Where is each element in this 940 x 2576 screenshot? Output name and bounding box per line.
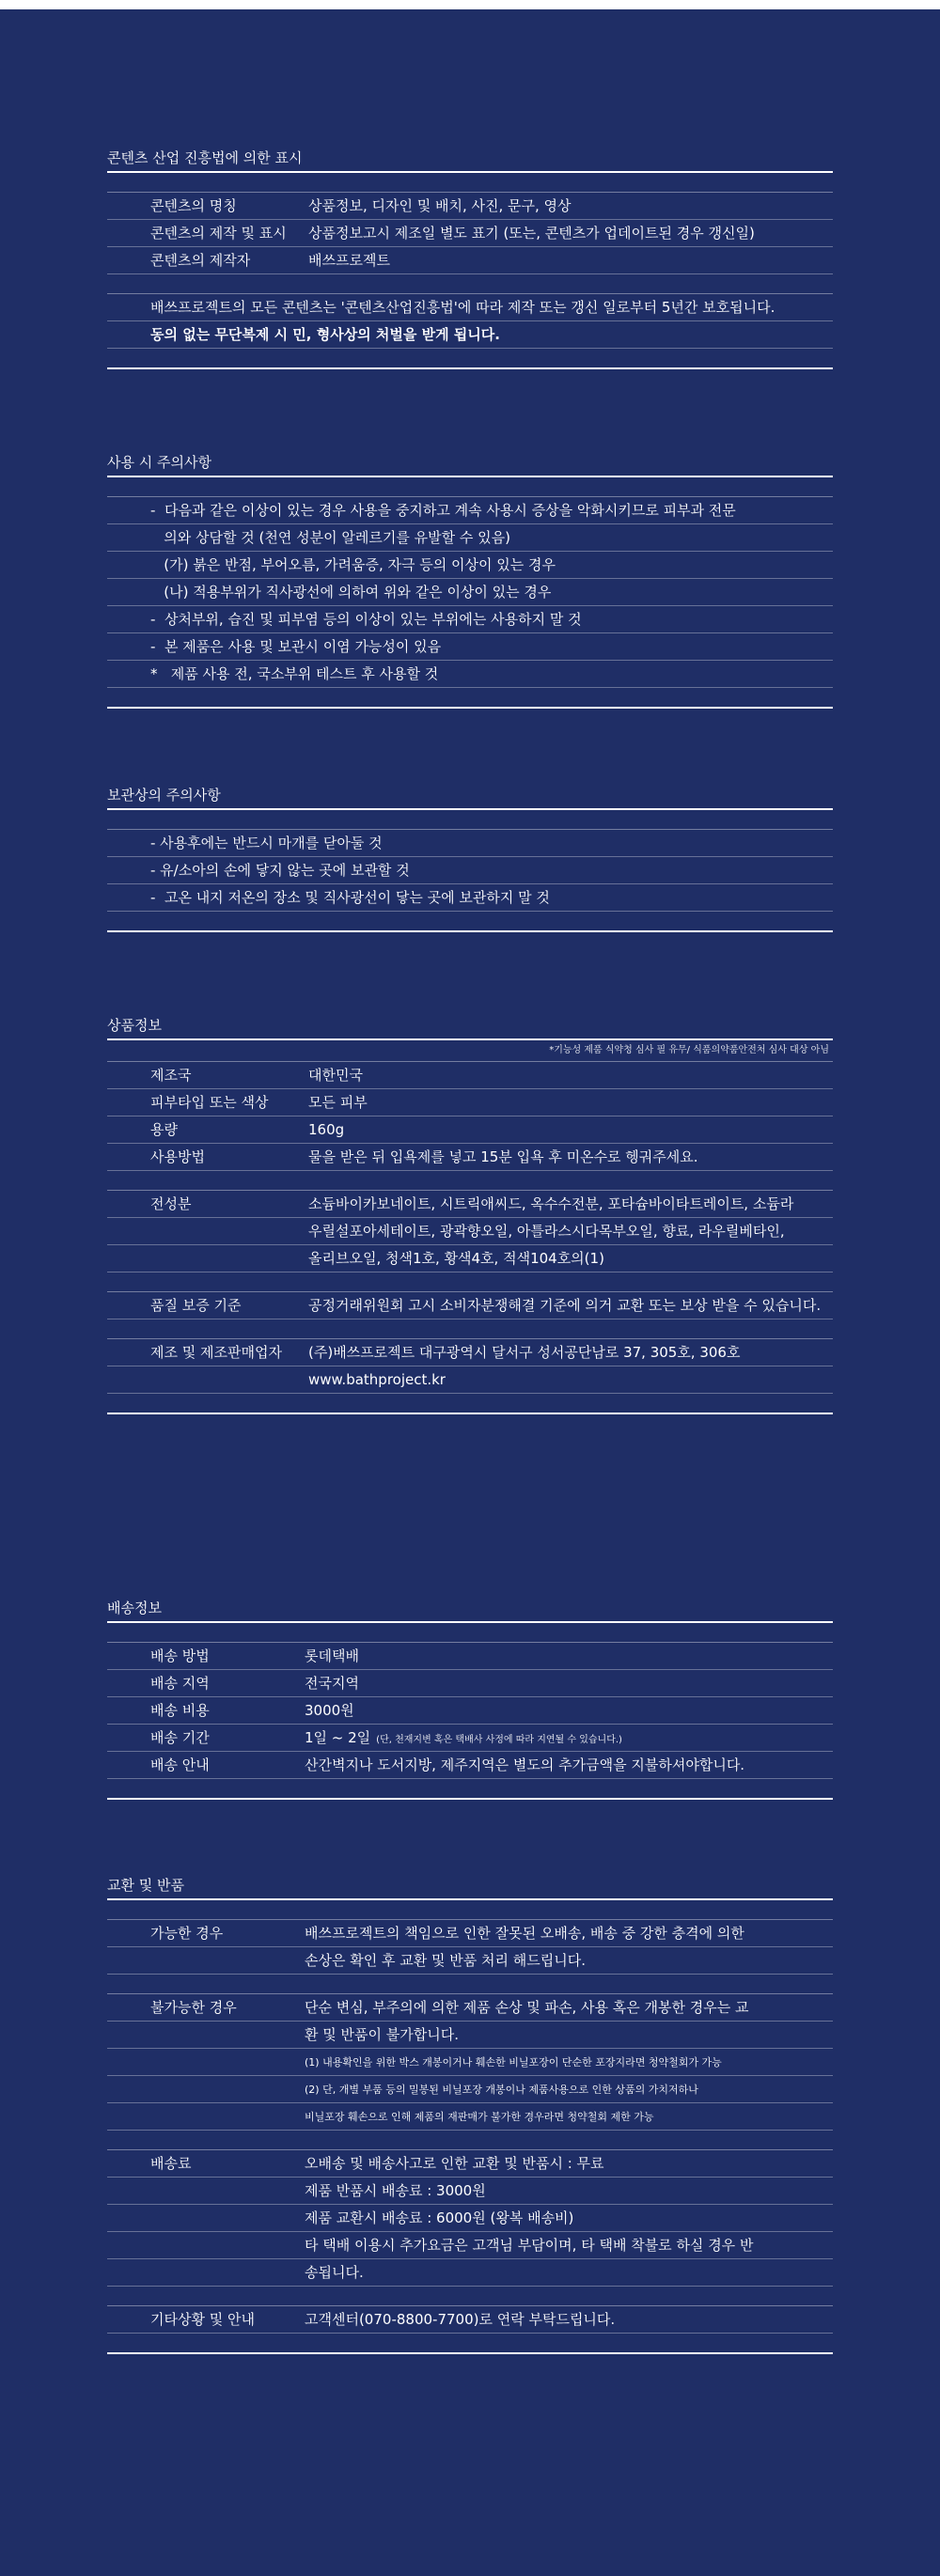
storage-section: [107, 782, 833, 932]
storage-line: - 사용후에는 반드시 마개를 닫아둘 것: [107, 830, 833, 857]
info-row: 제조 및 제조판매업자 (주)배쓰프로젝트 대구광역시 달서구 성서공단남로 37, 305호, 306호: [107, 1339, 833, 1366]
caution-line: - 다음과 같은 이상이 있는 경우 사용을 중지하고 계속 사용시 증상을 악화시키므로 피부과 전문: [107, 497, 833, 524]
caution-line: - 상처부위, 습진 및 피부염 등의 이상이 있는 부위에는 사용하지 말 것: [107, 606, 833, 633]
info-row: 배송료 오배송 및 배송사고로 인한 교환 및 반품시 : 무료: [107, 2150, 833, 2178]
website-link[interactable]: www.bathproject.kr: [308, 1371, 446, 1388]
info-row: 배송 비용 3000원: [107, 1697, 833, 1725]
info-row: 제품 반품시 배송료 : 3000원: [107, 2178, 833, 2205]
warning-text: 동의 없는 무단복제 시 민, 형사상의 처벌을 받게 됩니다.: [107, 321, 833, 349]
section-title: 콘텐츠 산업 진흥법에 의한 표시: [107, 149, 303, 166]
info-row: 품질 보증 기준 공정거래위원회 고시 소비자분쟁해결 기준에 의거 교환 또는 보상 받을 수 있습니다.: [107, 1292, 833, 1319]
info-row: 제조국 대한민국: [107, 1062, 833, 1089]
info-row: 비닐포장 훼손으로 인해 제품의 재판매가 불가한 경우라면 청약철회 제한 가능: [107, 2103, 833, 2131]
copyright-section: [107, 145, 833, 369]
info-row: 전성분 소듐바이카보네이트, 시트릭애씨드, 옥수수전분, 포타슘바이타트레이트, 소듐라: [107, 1191, 833, 1218]
caution-line: * 제품 사용 전, 국소부위 테스트 후 사용할 것: [107, 661, 833, 688]
info-row: [107, 1366, 833, 1394]
info-row: 손상은 확인 후 교환 및 반품 처리 해드립니다.: [107, 1947, 833, 1975]
info-row: 배송 지역 전국지역: [107, 1670, 833, 1697]
info-row: 콘텐츠의 제작자 배쓰프로젝트: [107, 247, 833, 274]
caution-section: [107, 449, 833, 709]
section-title: 교환 및 반품: [107, 1877, 184, 1894]
info-row: (2) 단, 개별 부품 등의 밀봉된 비닐포장 개봉이나 제품사용으로 인한 상품의 가치저하나: [107, 2076, 833, 2103]
section-title: 보관상의 주의사항: [107, 787, 221, 804]
storage-line: - 유/소아의 손에 닿지 않는 곳에 보관할 것: [107, 857, 833, 884]
info-row: 피부타입 또는 색상 모든 피부: [107, 1089, 833, 1116]
info-row: (1) 내용확인을 위한 박스 개봉이거나 훼손한 비닐포장이 단순한 포장지라면 청약철회가 가능: [107, 2049, 833, 2076]
caution-line: 의와 상담할 것 (천연 성분이 알레르기를 유발할 수 있음): [107, 524, 833, 552]
info-row: 타 택배 이용시 추가요금은 고객님 부담이며, 타 택배 착불로 하실 경우 반: [107, 2232, 833, 2259]
info-row: 기타상황 및 안내 고객센터(070-8800-7700)로 연락 부탁드립니다.: [107, 2306, 833, 2334]
info-row: 사용방법 물을 받은 뒤 입욕제를 넣고 15분 입욕 후 미온수로 헹궈주세요.: [107, 1144, 833, 1171]
product-section: [107, 1012, 833, 1414]
info-row: 콘텐츠의 제작 및 표시 상품정보고시 제조일 별도 표기 (또는, 콘텐츠가 업데이트된 경우 갱신일): [107, 220, 833, 247]
top-bar: [0, 0, 940, 9]
info-row: 우릴설포아세테이트, 광곽향오일, 아틀라스시다목부오일, 향료, 라우릴베타인,: [107, 1218, 833, 1245]
storage-line: - 고온 내지 저온의 장소 및 직사광선이 닿는 곳에 보관하지 말 것: [107, 884, 833, 912]
section-title: 상품정보: [107, 1017, 162, 1034]
section-title: 사용 시 주의사항: [107, 454, 212, 471]
product-note: *기능성 제품 식약청 심사 필 유무/ 식품의약품안전처 심사 대상 아님: [549, 1045, 829, 1055]
info-row: 환 및 반품이 불가합니다.: [107, 2022, 833, 2049]
caution-line: - 본 제품은 사용 및 보관시 이염 가능성이 있음: [107, 633, 833, 661]
info-row: 배송 안내 산간벽지나 도서지방, 제주지역은 별도의 추가금액을 지불하셔야합니다.: [107, 1752, 833, 1779]
info-row: 배송 기간 1일 ~ 2일 (단, 천재지변 혹은 택배사 사정에 따라 지연될 수 있습니다.): [107, 1725, 833, 1752]
info-row: 올리브오일, 청색1호, 황색4호, 적색104호의(1): [107, 1245, 833, 1272]
caution-line: (가) 붉은 반점, 부어오름, 가려움증, 자극 등의 이상이 있는 경우: [107, 552, 833, 579]
info-row: 콘텐츠의 명칭 상품정보, 디자인 및 배치, 사진, 문구, 영상: [107, 193, 833, 220]
info-row: 제품 교환시 배송료 : 6000원 (왕복 배송비): [107, 2205, 833, 2232]
info-row: 불가능한 경우 단순 변심, 부주의에 의한 제품 손상 및 파손, 사용 혹은 개봉한 경우는 교: [107, 1994, 833, 2022]
shipping-section: [107, 1595, 833, 1800]
info-row: 배송 방법 롯데택배: [107, 1643, 833, 1670]
notice-text: 배쓰프로젝트의 모든 콘텐츠는 '콘텐츠산업진흥법'에 따라 제작 또는 갱신 일로부터 5년간 보호됩니다.: [107, 294, 833, 321]
info-row: 용량 160g: [107, 1116, 833, 1144]
section-title: 배송정보: [107, 1600, 162, 1616]
info-row: 송됩니다.: [107, 2259, 833, 2287]
caution-line: (나) 적용부위가 직사광선에 의하여 위와 같은 이상이 있는 경우: [107, 579, 833, 606]
info-row: 가능한 경우 배쓰프로젝트의 책임으로 인한 잘못된 오배송, 배송 중 강한 충격에 의한: [107, 1920, 833, 1947]
exchange-section: [107, 1872, 833, 2354]
